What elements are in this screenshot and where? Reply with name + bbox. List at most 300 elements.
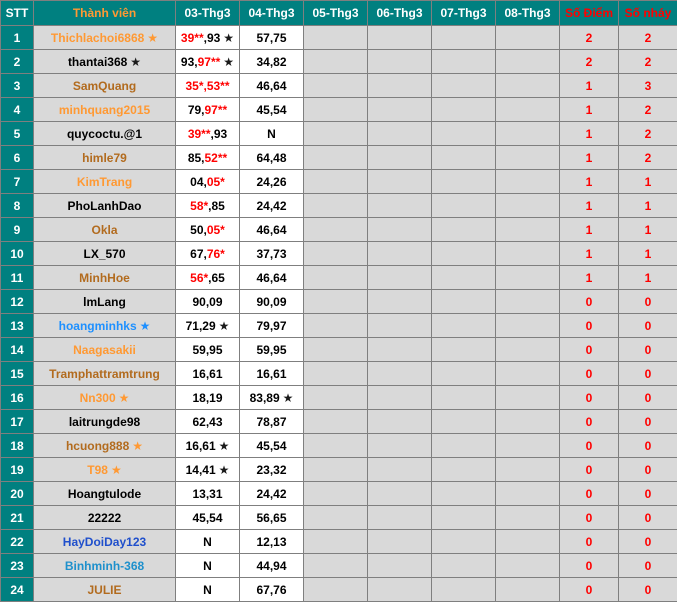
hits-cell: 1	[619, 266, 677, 290]
row-number: 15	[1, 362, 34, 386]
member-name-cell	[34, 362, 176, 386]
result-empty-cell	[496, 50, 560, 74]
member-name-cell	[34, 290, 176, 314]
result-empty-cell	[368, 554, 432, 578]
header-date-4: 06-Thg3	[368, 1, 432, 26]
member-name: JULIE	[87, 583, 121, 597]
result-empty-cell	[496, 98, 560, 122]
result-value: 45,54	[256, 439, 286, 453]
result-segment: 79,	[188, 103, 205, 117]
row-number: 17	[1, 410, 34, 434]
result-03-thg3	[176, 458, 240, 482]
row-number: 1	[1, 26, 34, 50]
table-row	[1, 242, 677, 266]
member-name-cell	[34, 434, 176, 458]
result-04-thg3	[240, 386, 304, 410]
result-empty-cell	[432, 50, 496, 74]
result-segment: ,93	[204, 31, 221, 45]
result-empty-cell	[368, 386, 432, 410]
result-empty-cell	[496, 410, 560, 434]
result-segment: ,85	[208, 199, 225, 213]
header-date-6: 08-Thg3	[496, 1, 560, 26]
member-name: hcuong888	[66, 439, 129, 453]
points-cell: 0	[560, 314, 619, 338]
result-03-thg3	[176, 506, 240, 530]
result-04-thg3	[240, 530, 304, 554]
row-number: 19	[1, 458, 34, 482]
hits-cell: 0	[619, 578, 677, 602]
result-empty-cell	[432, 290, 496, 314]
table-row	[1, 458, 677, 482]
member-name: Naagasakii	[73, 343, 136, 357]
result-empty-cell	[432, 554, 496, 578]
member-name: minhquang2015	[59, 103, 150, 117]
member-name-cell	[34, 170, 176, 194]
result-value: 46,64	[256, 271, 286, 285]
result-segment: 05*	[207, 223, 225, 237]
result-empty-cell	[496, 434, 560, 458]
result-value: 57,75	[256, 31, 286, 45]
star-icon: ★	[132, 439, 143, 453]
points-cell: 1	[560, 122, 619, 146]
table-row	[1, 194, 677, 218]
result-04-thg3	[240, 266, 304, 290]
star-icon: ★	[219, 319, 230, 333]
result-segment: 13,31	[192, 487, 222, 501]
result-segment: 90,09	[192, 295, 222, 309]
result-03-thg3	[176, 362, 240, 386]
result-empty-cell	[496, 530, 560, 554]
result-segment: 97**	[198, 55, 221, 69]
result-empty-cell	[304, 242, 368, 266]
result-segment: 76*	[207, 247, 225, 261]
header-date-5: 07-Thg3	[432, 1, 496, 26]
member-name: Binhminh-368	[65, 559, 144, 573]
result-segment: 14,41	[186, 463, 216, 477]
result-empty-cell	[496, 290, 560, 314]
table-row	[1, 530, 677, 554]
table-row	[1, 362, 677, 386]
result-04-thg3	[240, 458, 304, 482]
result-value: 45,54	[256, 103, 286, 117]
result-empty-cell	[368, 434, 432, 458]
points-cell: 1	[560, 74, 619, 98]
result-03-thg3	[176, 146, 240, 170]
result-empty-cell	[496, 266, 560, 290]
member-name: thantai368	[68, 55, 127, 69]
result-empty-cell	[496, 170, 560, 194]
result-03-thg3	[176, 50, 240, 74]
result-empty-cell	[304, 530, 368, 554]
result-empty-cell	[368, 506, 432, 530]
points-cell: 0	[560, 410, 619, 434]
result-empty-cell	[496, 314, 560, 338]
member-name-cell	[34, 458, 176, 482]
row-number: 12	[1, 290, 34, 314]
result-empty-cell	[368, 74, 432, 98]
result-04-thg3	[240, 98, 304, 122]
hits-cell: 2	[619, 146, 677, 170]
table-row	[1, 554, 677, 578]
result-03-thg3	[176, 410, 240, 434]
member-name-cell	[34, 242, 176, 266]
member-name: Thichlachoi6868	[51, 31, 144, 45]
result-segment: 52**	[205, 151, 228, 165]
header-stt: STT	[1, 1, 34, 26]
result-empty-cell	[304, 194, 368, 218]
result-segment: ,65	[208, 271, 225, 285]
header-hits: Số nháy	[619, 1, 677, 26]
result-empty-cell	[496, 26, 560, 50]
hits-cell: 0	[619, 314, 677, 338]
hits-cell: 1	[619, 194, 677, 218]
result-04-thg3	[240, 218, 304, 242]
result-empty-cell	[496, 506, 560, 530]
row-number: 21	[1, 506, 34, 530]
points-cell: 2	[560, 26, 619, 50]
result-03-thg3	[176, 530, 240, 554]
result-empty-cell	[304, 506, 368, 530]
member-name: MinhHoe	[79, 271, 130, 285]
result-empty-cell	[368, 314, 432, 338]
row-number: 9	[1, 218, 34, 242]
result-segment: 67,	[190, 247, 207, 261]
hits-cell: 0	[619, 386, 677, 410]
header-date-1: 03-Thg3	[176, 1, 240, 26]
result-empty-cell	[304, 386, 368, 410]
result-value: 23,32	[256, 463, 286, 477]
result-04-thg3	[240, 434, 304, 458]
table-row	[1, 122, 677, 146]
hits-cell: 0	[619, 554, 677, 578]
result-empty-cell	[496, 122, 560, 146]
table-row	[1, 506, 677, 530]
hits-cell: 2	[619, 50, 677, 74]
table-row	[1, 74, 677, 98]
result-empty-cell	[496, 458, 560, 482]
result-empty-cell	[304, 50, 368, 74]
hits-cell: 1	[619, 218, 677, 242]
result-value: 24,26	[256, 175, 286, 189]
table-body	[1, 26, 677, 602]
result-04-thg3	[240, 26, 304, 50]
result-value: 16,61	[256, 367, 286, 381]
hits-cell: 1	[619, 242, 677, 266]
result-empty-cell	[304, 170, 368, 194]
result-empty-cell	[432, 434, 496, 458]
row-number: 10	[1, 242, 34, 266]
row-number: 7	[1, 170, 34, 194]
result-segment: N	[203, 559, 212, 573]
result-value: 67,76	[256, 583, 286, 597]
result-value: 59,95	[256, 343, 286, 357]
result-segment: 16,61	[186, 439, 216, 453]
result-03-thg3	[176, 242, 240, 266]
result-segment: 58*	[190, 199, 208, 213]
result-empty-cell	[496, 554, 560, 578]
result-03-thg3	[176, 386, 240, 410]
result-04-thg3	[240, 122, 304, 146]
hits-cell: 3	[619, 74, 677, 98]
member-name-cell	[34, 482, 176, 506]
member-name-cell	[34, 410, 176, 434]
hits-cell: 0	[619, 482, 677, 506]
star-icon: ★	[219, 439, 230, 453]
table-header	[1, 1, 677, 26]
result-empty-cell	[304, 482, 368, 506]
member-name: lmLang	[83, 295, 126, 309]
points-cell: 1	[560, 170, 619, 194]
result-segment: 97**	[205, 103, 228, 117]
points-cell: 0	[560, 506, 619, 530]
result-segment: ,93	[211, 127, 228, 141]
result-04-thg3	[240, 314, 304, 338]
result-value: 78,87	[256, 415, 286, 429]
points-cell: 1	[560, 266, 619, 290]
header-date-2: 04-Thg3	[240, 1, 304, 26]
result-segment: 04,	[190, 175, 207, 189]
table-row	[1, 410, 677, 434]
result-empty-cell	[368, 122, 432, 146]
points-cell: 1	[560, 218, 619, 242]
result-04-thg3	[240, 482, 304, 506]
result-empty-cell	[432, 458, 496, 482]
result-empty-cell	[368, 170, 432, 194]
result-segment: 05*	[207, 175, 225, 189]
result-03-thg3	[176, 338, 240, 362]
member-name-cell	[34, 338, 176, 362]
result-segment: 39**	[188, 127, 211, 141]
result-empty-cell	[432, 266, 496, 290]
result-empty-cell	[496, 74, 560, 98]
points-cell: 0	[560, 338, 619, 362]
row-number: 13	[1, 314, 34, 338]
result-empty-cell	[304, 362, 368, 386]
result-03-thg3	[176, 266, 240, 290]
star-icon: ★	[119, 391, 130, 405]
result-03-thg3	[176, 290, 240, 314]
result-empty-cell	[368, 146, 432, 170]
result-empty-cell	[368, 410, 432, 434]
result-empty-cell	[304, 554, 368, 578]
result-segment: N	[203, 583, 212, 597]
table-row	[1, 338, 677, 362]
result-empty-cell	[432, 170, 496, 194]
result-empty-cell	[368, 218, 432, 242]
result-03-thg3	[176, 554, 240, 578]
row-number: 2	[1, 50, 34, 74]
member-name: Nn300	[80, 391, 116, 405]
result-04-thg3	[240, 242, 304, 266]
star-icon: ★	[111, 463, 122, 477]
result-empty-cell	[432, 218, 496, 242]
hits-cell: 0	[619, 362, 677, 386]
result-empty-cell	[304, 74, 368, 98]
member-name-cell	[34, 98, 176, 122]
result-value: 34,82	[256, 55, 286, 69]
member-name-cell	[34, 386, 176, 410]
row-number: 6	[1, 146, 34, 170]
result-04-thg3	[240, 362, 304, 386]
result-segment: 50,	[190, 223, 207, 237]
points-cell: 1	[560, 98, 619, 122]
result-segment: 39**	[181, 31, 204, 45]
result-empty-cell	[304, 314, 368, 338]
result-empty-cell	[304, 266, 368, 290]
row-number: 23	[1, 554, 34, 578]
member-name-cell	[34, 530, 176, 554]
member-name-cell	[34, 266, 176, 290]
points-cell: 0	[560, 362, 619, 386]
table-row	[1, 218, 677, 242]
points-cell: 0	[560, 458, 619, 482]
result-empty-cell	[496, 386, 560, 410]
result-segment: 45,54	[192, 511, 222, 525]
result-empty-cell	[496, 338, 560, 362]
result-04-thg3	[240, 506, 304, 530]
points-cell: 0	[560, 578, 619, 602]
result-empty-cell	[496, 482, 560, 506]
hits-cell: 2	[619, 26, 677, 50]
row-number: 20	[1, 482, 34, 506]
hits-cell: 0	[619, 290, 677, 314]
result-value: 37,73	[256, 247, 286, 261]
result-empty-cell	[368, 458, 432, 482]
result-empty-cell	[496, 218, 560, 242]
row-number: 22	[1, 530, 34, 554]
hits-cell: 0	[619, 506, 677, 530]
member-name: PhoLanhDao	[68, 199, 142, 213]
result-empty-cell	[304, 218, 368, 242]
member-name: T98	[87, 463, 108, 477]
header-row	[1, 1, 677, 26]
hits-cell: 0	[619, 458, 677, 482]
points-cell: 0	[560, 434, 619, 458]
member-name-cell	[34, 578, 176, 602]
result-04-thg3	[240, 146, 304, 170]
header-points: Số Điểm	[560, 1, 619, 26]
row-number: 3	[1, 74, 34, 98]
member-name: himle79	[82, 151, 127, 165]
result-04-thg3	[240, 74, 304, 98]
member-name: hoangminhks	[59, 319, 137, 333]
result-empty-cell	[432, 122, 496, 146]
points-cell: 1	[560, 146, 619, 170]
result-empty-cell	[432, 98, 496, 122]
result-value: 56,65	[256, 511, 286, 525]
result-segment: 93,	[181, 55, 198, 69]
header-member: Thành viên	[34, 1, 176, 26]
hits-cell: 2	[619, 122, 677, 146]
member-name: SamQuang	[73, 79, 136, 93]
row-number: 4	[1, 98, 34, 122]
result-empty-cell	[304, 434, 368, 458]
member-name: Hoangtulode	[68, 487, 141, 501]
result-empty-cell	[368, 482, 432, 506]
result-03-thg3	[176, 26, 240, 50]
result-value: 44,94	[256, 559, 286, 573]
result-segment: 56*	[190, 271, 208, 285]
hits-cell: 0	[619, 410, 677, 434]
result-03-thg3	[176, 170, 240, 194]
row-number: 16	[1, 386, 34, 410]
result-03-thg3	[176, 218, 240, 242]
star-icon: ★	[223, 55, 234, 69]
result-empty-cell	[432, 74, 496, 98]
result-empty-cell	[496, 194, 560, 218]
result-04-thg3	[240, 290, 304, 314]
result-empty-cell	[496, 146, 560, 170]
result-empty-cell	[432, 362, 496, 386]
result-empty-cell	[368, 290, 432, 314]
result-segment: 59,95	[192, 343, 222, 357]
points-cell: 0	[560, 386, 619, 410]
table-row	[1, 482, 677, 506]
result-03-thg3	[176, 578, 240, 602]
result-value: 90,09	[256, 295, 286, 309]
star-icon: ★	[223, 31, 234, 45]
hits-cell: 1	[619, 170, 677, 194]
result-04-thg3	[240, 410, 304, 434]
result-03-thg3	[176, 314, 240, 338]
row-number: 18	[1, 434, 34, 458]
row-number: 11	[1, 266, 34, 290]
member-name-cell	[34, 314, 176, 338]
table-row	[1, 170, 677, 194]
result-empty-cell	[432, 146, 496, 170]
result-empty-cell	[432, 410, 496, 434]
member-name-cell	[34, 554, 176, 578]
star-icon: ★	[140, 319, 151, 333]
result-empty-cell	[432, 506, 496, 530]
table-row	[1, 314, 677, 338]
result-empty-cell	[304, 578, 368, 602]
result-empty-cell	[304, 122, 368, 146]
hits-cell: 0	[619, 434, 677, 458]
result-empty-cell	[432, 194, 496, 218]
result-empty-cell	[432, 314, 496, 338]
result-value: 79,97	[256, 319, 286, 333]
member-name: HayDoiDay123	[63, 535, 146, 549]
hits-cell: 0	[619, 530, 677, 554]
result-segment: 85,	[188, 151, 205, 165]
result-03-thg3	[176, 98, 240, 122]
result-value: 24,42	[256, 199, 286, 213]
member-name: LX_570	[83, 247, 125, 261]
result-value: 46,64	[256, 79, 286, 93]
member-name: laitrungde98	[69, 415, 140, 429]
result-empty-cell	[304, 146, 368, 170]
table-row	[1, 266, 677, 290]
result-segment: 35*,53**	[185, 79, 229, 93]
member-name-cell	[34, 122, 176, 146]
result-04-thg3	[240, 554, 304, 578]
result-empty-cell	[368, 578, 432, 602]
result-empty-cell	[368, 530, 432, 554]
result-empty-cell	[368, 362, 432, 386]
result-03-thg3	[176, 482, 240, 506]
table-row	[1, 26, 677, 50]
star-icon: ★	[147, 31, 158, 45]
star-icon: ★	[219, 463, 230, 477]
points-cell: 0	[560, 482, 619, 506]
result-empty-cell	[304, 98, 368, 122]
table-row	[1, 578, 677, 602]
result-empty-cell	[432, 482, 496, 506]
row-number: 5	[1, 122, 34, 146]
result-03-thg3	[176, 434, 240, 458]
result-04-thg3	[240, 194, 304, 218]
